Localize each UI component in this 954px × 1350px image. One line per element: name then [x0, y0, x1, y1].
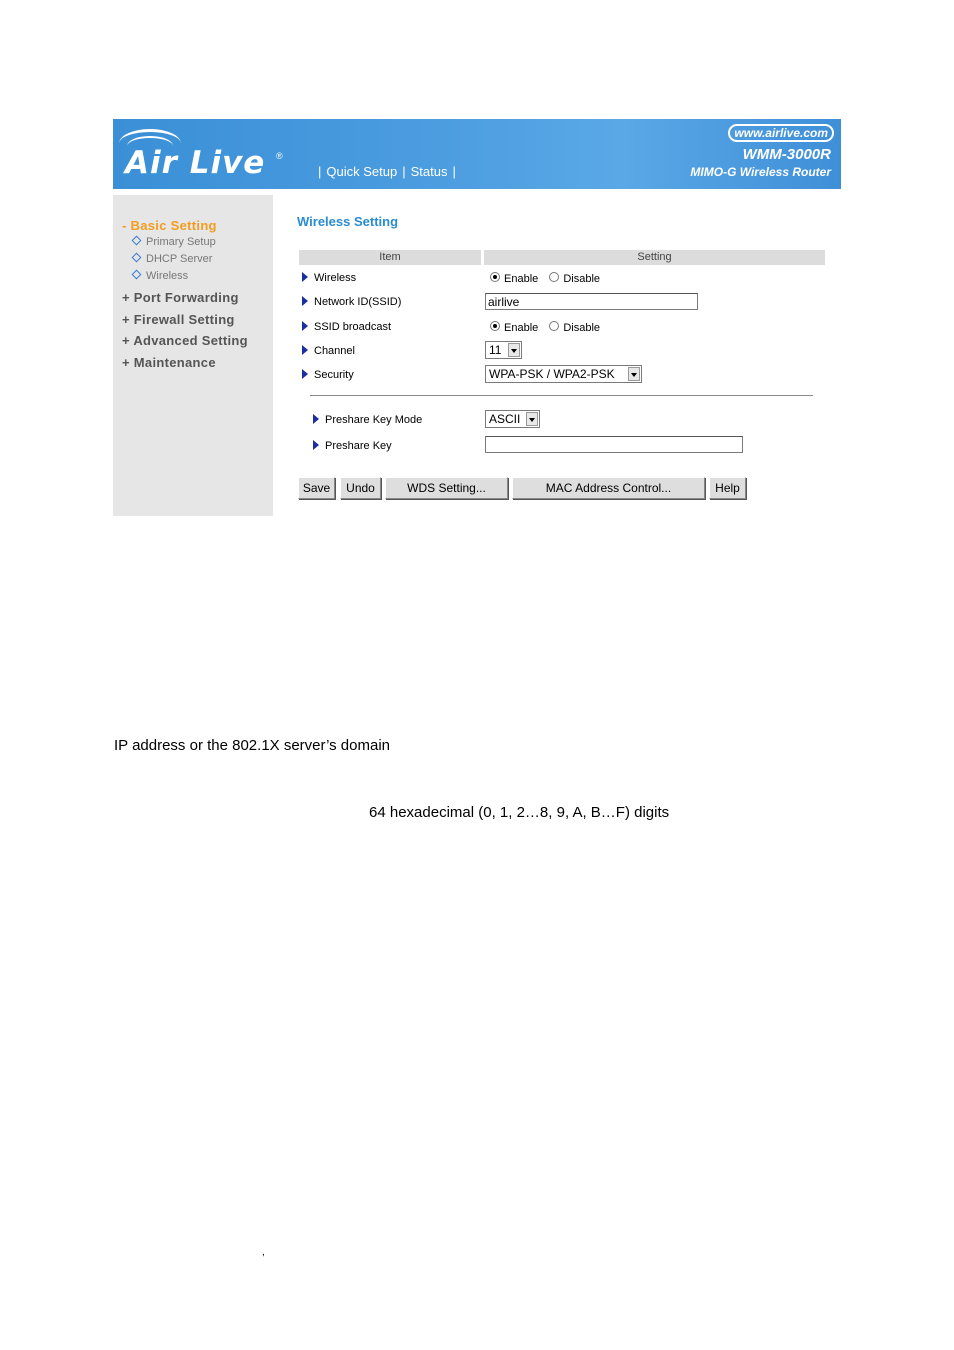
- doc-mark: ,: [262, 1247, 265, 1258]
- arrow-right-icon: [313, 440, 319, 450]
- registered-mark: ®: [276, 151, 283, 161]
- section-divider: [310, 395, 813, 396]
- undo-button[interactable]: Undo: [340, 477, 381, 499]
- top-navigation: | Quick Setup | Status |: [318, 164, 456, 179]
- wds-setting-button[interactable]: WDS Setting...: [385, 477, 508, 499]
- sidebar-item-dhcp-server[interactable]: DHCP Server: [133, 253, 212, 265]
- nav-quick-setup[interactable]: Quick Setup: [326, 164, 398, 179]
- column-header-item: Item: [299, 250, 481, 265]
- diamond-icon: [132, 253, 142, 263]
- model-description: MIMO-G Wireless Router: [690, 165, 831, 179]
- arrow-right-icon: [302, 272, 308, 282]
- ssid-input[interactable]: airlive: [485, 293, 698, 310]
- sidebar-item-wireless[interactable]: Wireless: [133, 270, 188, 282]
- nav-status[interactable]: Status: [410, 164, 448, 179]
- arrow-right-icon: [313, 414, 319, 424]
- diamond-icon: [132, 270, 142, 280]
- sidebar: [113, 195, 273, 516]
- row-ssid-label: Network ID(SSID): [302, 296, 401, 308]
- dropdown-arrow-icon: [508, 343, 520, 357]
- row-security-label: Security: [302, 369, 354, 381]
- diamond-icon: [132, 236, 142, 246]
- wireless-radio-group: Enable Disable: [490, 272, 608, 285]
- website-url[interactable]: www.airlive.com: [728, 124, 834, 142]
- key-mode-select[interactable]: ASCII: [485, 410, 540, 428]
- sidebar-item-primary-setup[interactable]: Primary Setup: [133, 236, 216, 248]
- mac-address-control-button[interactable]: MAC Address Control...: [512, 477, 705, 499]
- wireless-enable-radio[interactable]: [490, 272, 500, 282]
- arrow-right-icon: [302, 345, 308, 355]
- ssid-broadcast-disable-radio[interactable]: [549, 321, 559, 331]
- row-wireless-label: Wireless: [302, 272, 356, 284]
- column-header-setting: Setting: [484, 250, 825, 265]
- channel-select[interactable]: 11: [485, 341, 522, 359]
- doc-text-line: IP address or the 802.1X server’s domain: [114, 737, 390, 754]
- page-title: Wireless Setting: [297, 214, 399, 229]
- sidebar-maintenance[interactable]: + Maintenance: [122, 355, 216, 370]
- sidebar-firewall-setting[interactable]: + Firewall Setting: [122, 312, 235, 327]
- sidebar-port-forwarding[interactable]: + Port Forwarding: [122, 290, 239, 305]
- save-button[interactable]: Save: [298, 477, 335, 499]
- wireless-disable-radio[interactable]: [549, 272, 559, 282]
- sidebar-basic-setting[interactable]: - Basic Setting: [122, 218, 217, 233]
- security-select[interactable]: WPA-PSK / WPA2-PSK: [485, 365, 642, 383]
- dropdown-arrow-icon: [526, 412, 538, 426]
- arrow-right-icon: [302, 369, 308, 379]
- sidebar-advanced-setting[interactable]: + Advanced Setting: [122, 333, 248, 348]
- dropdown-arrow-icon: [628, 367, 640, 381]
- help-button[interactable]: Help: [709, 477, 746, 499]
- arrow-right-icon: [302, 296, 308, 306]
- row-key-mode-label: Preshare Key Mode: [313, 414, 422, 426]
- ssid-broadcast-radio-group: Enable Disable: [490, 321, 608, 334]
- row-ssid-broadcast-label: SSID broadcast: [302, 321, 391, 333]
- doc-text-line: 64 hexadecimal (0, 1, 2…8, 9, A, B…F) digits: [369, 804, 670, 821]
- model-name: WMM-3000R: [742, 146, 831, 163]
- preshare-key-input[interactable]: [485, 436, 743, 453]
- airlive-logo: Air Live: [125, 145, 266, 181]
- header-banner: [113, 119, 841, 189]
- row-preshare-key-label: Preshare Key: [313, 440, 392, 452]
- arrow-right-icon: [302, 321, 308, 331]
- row-channel-label: Channel: [302, 345, 355, 357]
- ssid-broadcast-enable-radio[interactable]: [490, 321, 500, 331]
